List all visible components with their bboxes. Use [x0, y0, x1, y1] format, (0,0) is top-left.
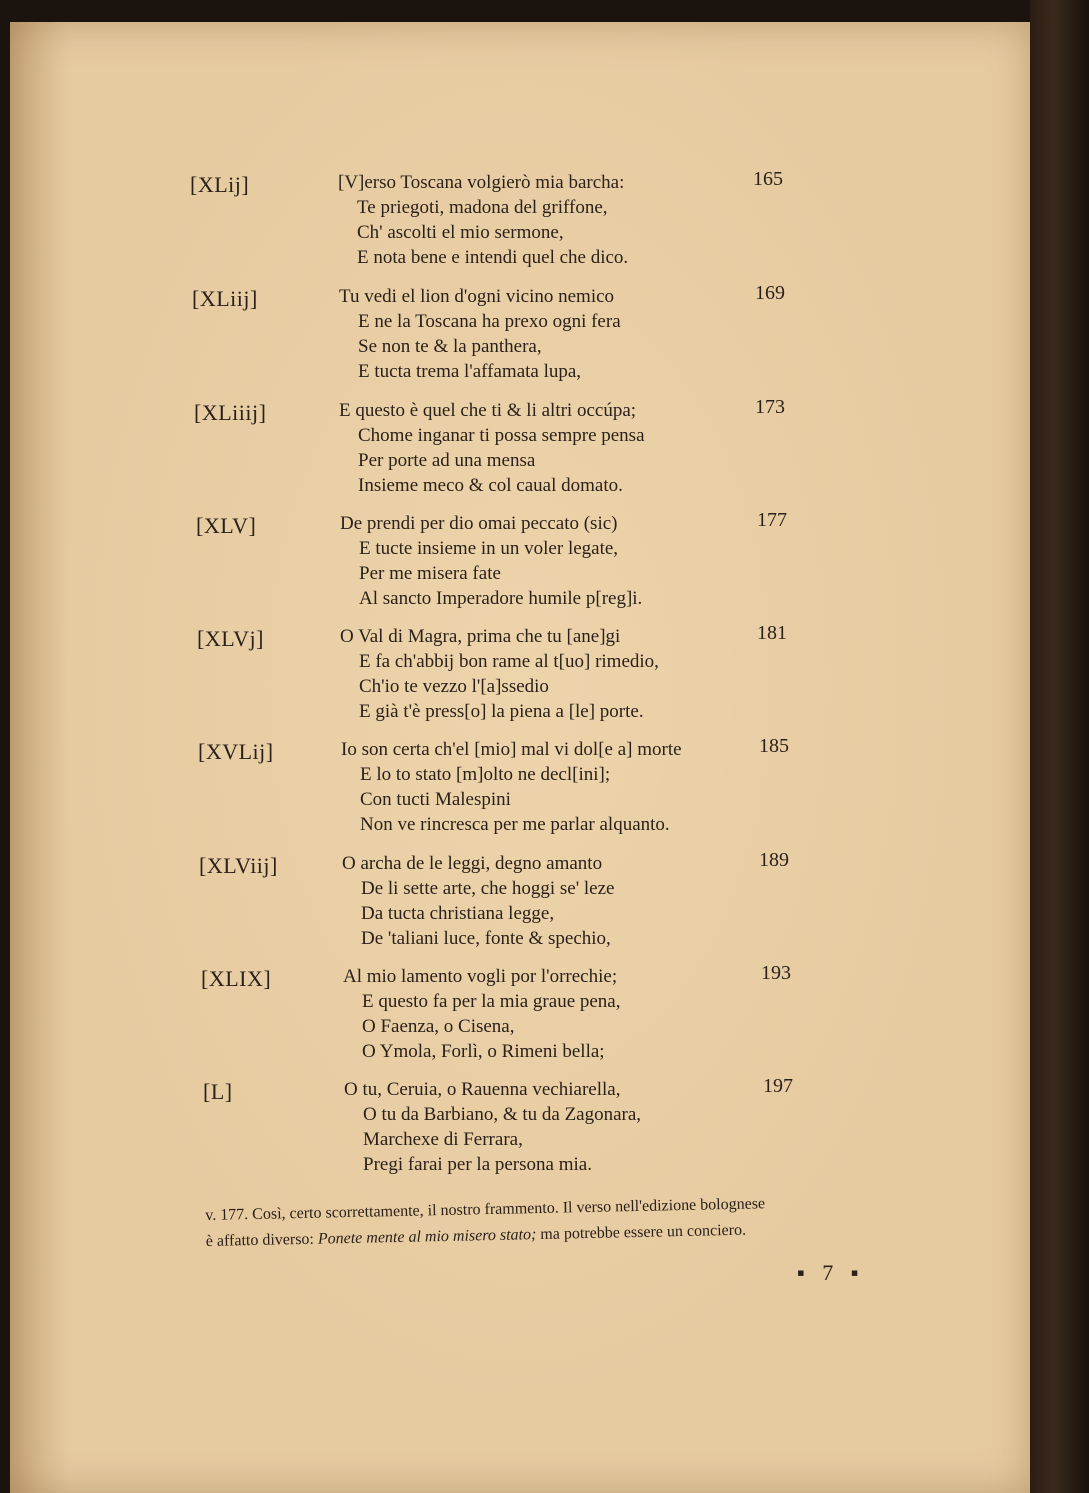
stanza-roman-numeral: [XLV]: [196, 513, 257, 538]
verse-line: E questo fa per la mia graue pena,: [362, 991, 621, 1012]
verse-line: E già t'è press[o] la piena a [le] porte.: [359, 701, 644, 722]
verse-line: Per porte ad una mensa: [358, 450, 536, 471]
verse-number: 165: [753, 168, 783, 190]
stanza-roman-numeral: [L]: [203, 1079, 233, 1104]
verse-line: Marchexe di Ferrara,: [363, 1129, 523, 1150]
verse-line: Al sancto Imperadore humile p[reg]i.: [359, 588, 643, 609]
verse-line: Tu vedi el lion d'ogni vicino nemico: [339, 286, 615, 307]
verse-line: Da tucta christiana legge,: [361, 903, 555, 924]
verse-line: De li sette arte, che hoggi se' leze: [361, 878, 615, 899]
verse-line: [V]erso Toscana volgierò mia barcha:: [338, 172, 625, 193]
stanza-roman-numeral: [XLiij]: [192, 286, 258, 311]
verse-line: Non ve rincresca per me parlar alquanto.: [360, 814, 670, 835]
stanza: [0, 962, 1089, 1074]
stanza: [0, 1075, 1089, 1187]
verse-line: Con tucti Malespini: [360, 789, 511, 810]
verse-line: Io son certa ch'el [mio] mal vi dol[e a] morte: [341, 739, 682, 760]
verse-line: O archa de le leggi, degno amanto: [342, 853, 603, 874]
verse-number: 181: [757, 622, 787, 644]
footnote-text-1: v. 177. Così, certo scorrettamente, il nostro frammento. Il verso nell'edizione bolognese: [205, 1195, 766, 1224]
verse-line: E tucte insieme in un voler legate,: [359, 538, 619, 559]
footnote-text-3: ma potrebbe essere un conciero.: [540, 1221, 747, 1243]
verse-line: E ne la Toscana ha prexo ogni fera: [358, 311, 621, 332]
verse-line: O tu da Barbiano, & tu da Zagonara,: [363, 1104, 642, 1125]
verse-number: 185: [759, 735, 789, 757]
stanza-roman-numeral: [XLij]: [190, 172, 250, 197]
verse-line: De 'taliani luce, fonte & spechio,: [361, 928, 611, 949]
verse-number: 189: [759, 849, 789, 871]
verse-number: 169: [755, 282, 785, 304]
verse-line: Pregi farai per la persona mia.: [363, 1154, 592, 1175]
verse-line: De prendi per dio omai peccato (sic): [340, 513, 618, 534]
stanza: [0, 509, 1089, 621]
stanza: [0, 282, 1089, 394]
verse-number: 173: [755, 396, 785, 418]
stanza-roman-numeral: [XLViij]: [199, 853, 278, 878]
verse-line: E nota bene e intendi quel che dico.: [357, 247, 629, 268]
stanza-roman-numeral: [XLIX]: [201, 966, 272, 991]
footnote-text-2: è affatto diverso:: [205, 1230, 315, 1250]
stanza-roman-numeral: [XLiiij]: [194, 400, 267, 425]
verse-line: O Faenza, o Cisena,: [362, 1016, 515, 1037]
verse-line: O Val di Magra, prima che tu [ane]gi: [340, 626, 621, 647]
stanza: [0, 168, 1089, 280]
verse-line: Per me misera fate: [359, 563, 501, 584]
verse-line: O Ymola, Forlì, o Rimeni bella;: [362, 1041, 605, 1062]
stanza: [0, 849, 1089, 961]
verse-number: 177: [757, 509, 787, 531]
verse-line: E lo to stato [m]olto ne decl[ini];: [360, 764, 611, 785]
verse-line: O tu, Ceruia, o Rauenna vechiarella,: [344, 1079, 621, 1100]
page-number: ▪ 7 ▪: [797, 1260, 865, 1285]
verse-line: Chome inganar ti possa sempre pensa: [358, 425, 645, 446]
verse-line: Ch'io te vezzo l'[a]ssedio: [359, 676, 549, 697]
verse-number: 197: [763, 1075, 793, 1097]
verse-line: Ch' ascolti el mio sermone,: [357, 222, 564, 243]
stanza: [0, 735, 1089, 847]
verse-line: Al mio lamento vogli por l'orrechie;: [343, 966, 618, 987]
verse-line: Se non te & la panthera,: [358, 336, 542, 357]
stanza: [0, 622, 1089, 734]
verse-line: Insieme meco & col caual domato.: [358, 475, 623, 496]
verse-line: E tucta trema l'affamata lupa,: [358, 361, 582, 382]
footnote-quote: Ponete mente al mio misero stato;: [317, 1226, 537, 1248]
verse-number: 193: [761, 962, 791, 984]
verse-line: E fa ch'abbij bon rame al t[uo] rimedio,: [359, 651, 659, 672]
verse-line: Te priegoti, madona del griffone,: [357, 197, 608, 218]
verse-line: E questo è quel che ti & li altri occúpa;: [339, 400, 637, 421]
stanza-roman-numeral: [XLVj]: [197, 626, 264, 651]
stanza-roman-numeral: [XVLij]: [198, 739, 274, 764]
stanza: [0, 396, 1089, 508]
